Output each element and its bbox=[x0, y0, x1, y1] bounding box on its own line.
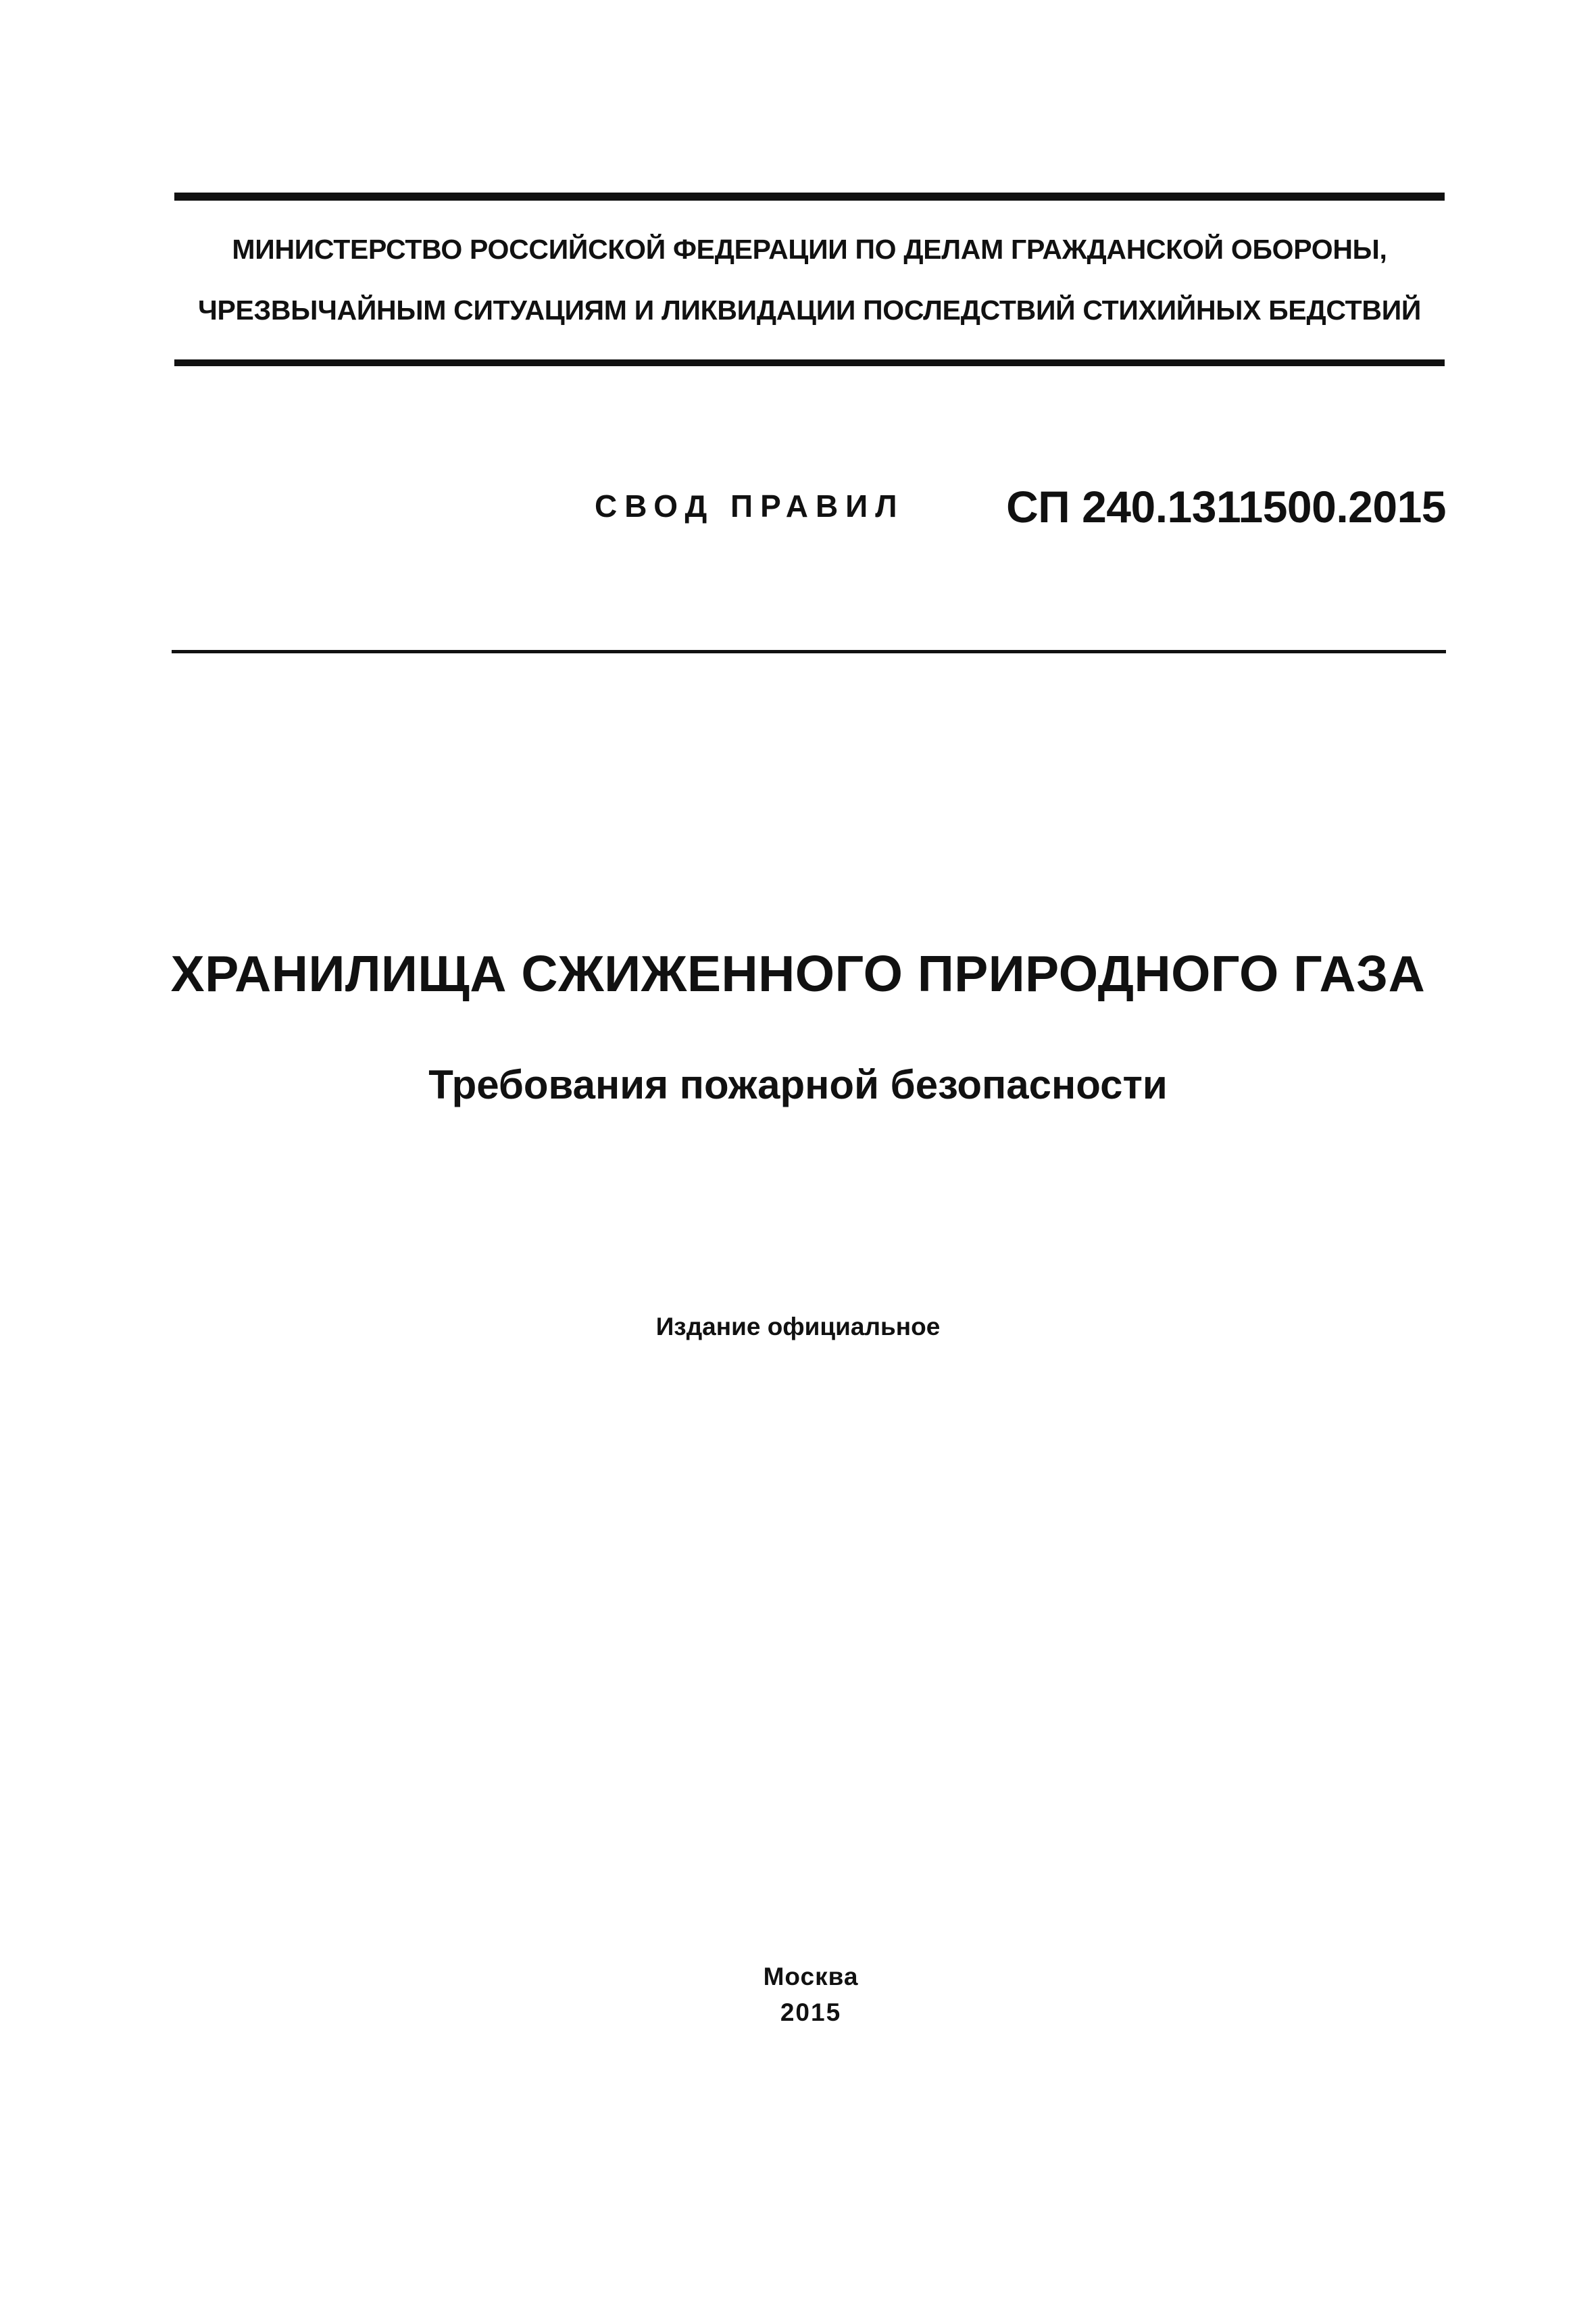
top-thick-rule bbox=[174, 193, 1445, 201]
document-type-label: СВОД ПРАВИЛ bbox=[595, 488, 905, 524]
ministry-name-line-2: ЧРЕЗВЫЧАЙНЫМ СИТУАЦИЯМ И ЛИКВИДАЦИИ ПОСЛЕДСТВИЙ СТИХИЙНЫХ БЕДСТВИЙ bbox=[197, 295, 1422, 326]
designation-divider-rule bbox=[172, 650, 1446, 653]
ministry-name-line-1: МИНИСТЕРСТВО РОССИЙСКОЙ ФЕДЕРАЦИИ ПО ДЕЛАМ ГРАЖДАНСКОЙ ОБОРОНЫ, bbox=[232, 234, 1387, 265]
publication-city: Москва bbox=[763, 1963, 859, 1990]
publication-year: 2015 bbox=[780, 1998, 842, 2026]
document-title: ХРАНИЛИЩА СЖИЖЕННОГО ПРИРОДНОГО ГАЗА bbox=[170, 945, 1426, 1002]
header-bottom-rule bbox=[174, 359, 1445, 366]
document-subtitle: Требования пожарной безопасности bbox=[428, 1062, 1168, 1107]
document-number: СП 240.1311500.2015 bbox=[1006, 482, 1446, 532]
edition-note: Издание официальное bbox=[655, 1313, 941, 1340]
